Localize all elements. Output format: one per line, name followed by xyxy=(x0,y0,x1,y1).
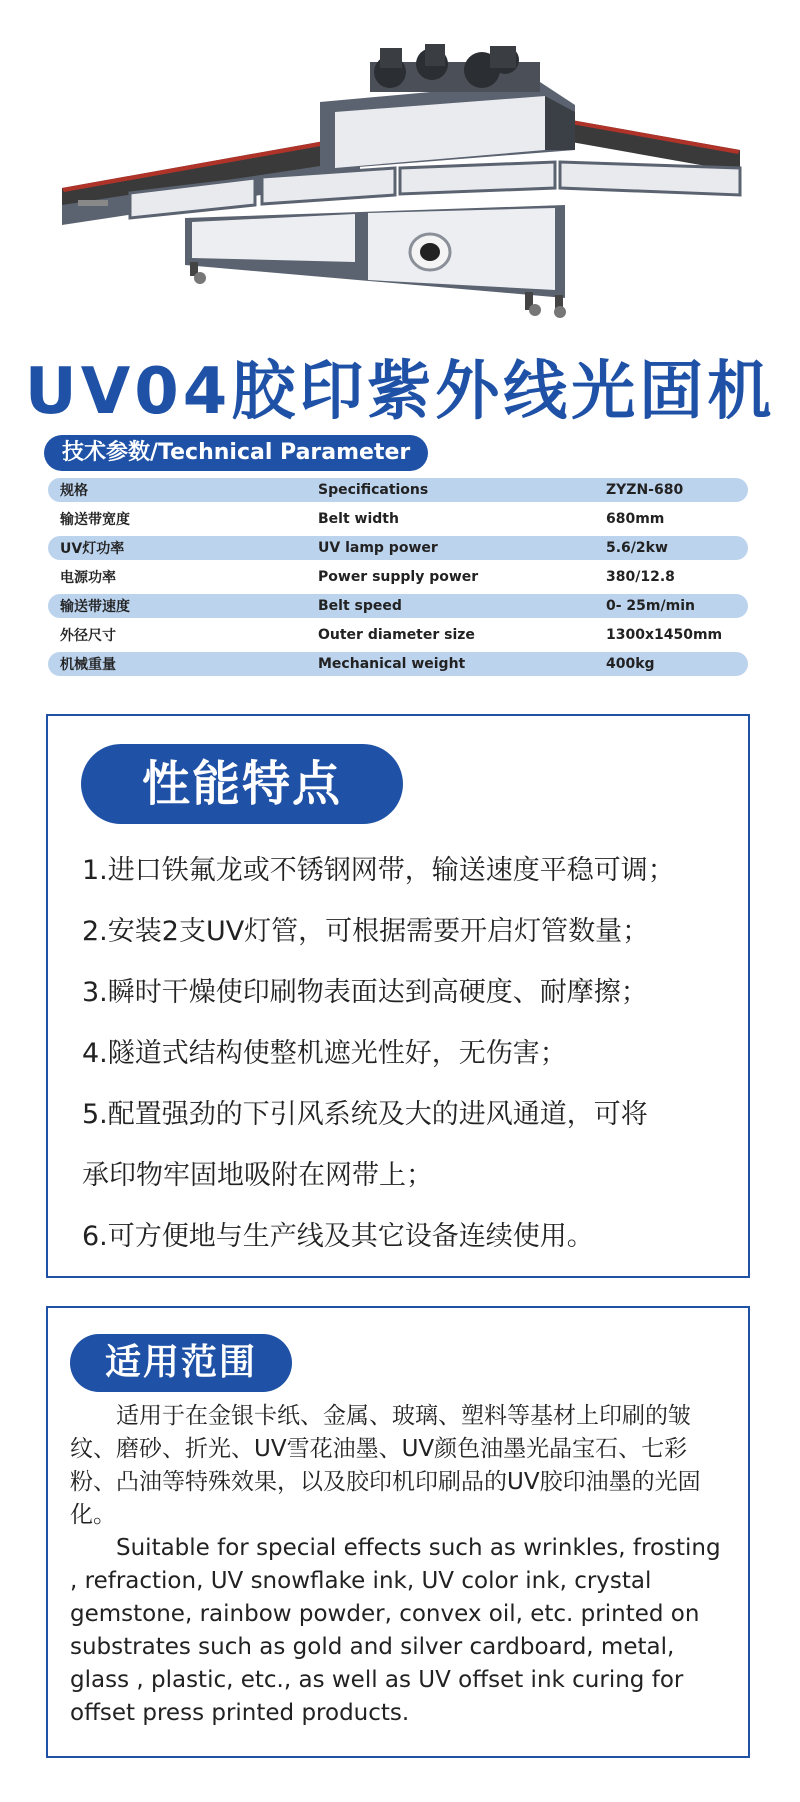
table-row xyxy=(48,536,748,560)
list-item: 1.进口铁氟龙或不锈钢网带，输送速度平稳可调； xyxy=(82,855,675,886)
scope-description xyxy=(70,1400,730,1730)
list-item: 5.配置强劲的下引风系统及大的进风通道，可将 xyxy=(82,1099,648,1130)
spec-value: 400kg xyxy=(606,656,655,672)
spec-en: Mechanical weight xyxy=(318,656,466,672)
spec-value: 1300x1450mm xyxy=(606,627,723,643)
table-row xyxy=(48,594,748,618)
spec-en: Specifications xyxy=(318,482,429,498)
spec-zh: 输送带速度 xyxy=(60,599,130,615)
technical-parameter-label: 技术参数/Technical Parameter xyxy=(44,435,428,471)
spec-en: Outer diameter size xyxy=(318,627,475,643)
table-row xyxy=(48,507,748,531)
list-item: 承印物牢固地吸附在网带上； xyxy=(82,1160,433,1191)
spec-table xyxy=(48,478,748,681)
spec-zh: 外径尺寸 xyxy=(60,628,116,644)
features-list xyxy=(82,840,732,1267)
spec-value: 0- 25m/min xyxy=(606,598,695,614)
uv-curing-machine-image xyxy=(0,0,800,330)
scope-text-en: Suitable for special effects such as wrinkles, frosting , refraction, UV snowflake ink, UV color ink, crystal gemstone, rainbow powder, convex oil, etc. printed on substrates such as gold and silver cardboard, metal, glass , plastic, etc., as well as UV offset ink curing for offset press printed products. xyxy=(70,1535,721,1726)
spec-value: ZYZN-680 xyxy=(606,482,684,498)
spec-en: UV lamp power xyxy=(318,540,438,556)
scope-text-zh: 适用于在金银卡纸、金属、玻璃、塑料等基材上印刷的皱纹、磨砂、折光、UV雪花油墨、UV颜色油墨光晶宝石、七彩粉、凸油等特殊效果，以及胶印机印刷品的UV胶印油墨的光固化。 xyxy=(70,1403,701,1528)
scope-heading: 适用范围 xyxy=(70,1334,292,1392)
table-row xyxy=(48,478,748,502)
table-row xyxy=(48,652,748,676)
spec-zh: UV灯功率 xyxy=(60,541,125,557)
table-row xyxy=(48,565,748,589)
spec-value: 680mm xyxy=(606,511,665,527)
page-title: UV04胶印紫外线光固机 xyxy=(24,355,776,429)
features-heading: 性能特点 xyxy=(81,744,403,824)
list-item: 3.瞬时干燥使印刷物表面达到高硬度、耐摩擦； xyxy=(82,977,648,1008)
spec-en: Belt speed xyxy=(318,598,402,614)
list-item: 4.隧道式结构使整机遮光性好，无伤害； xyxy=(82,1038,567,1069)
table-row xyxy=(48,623,748,647)
spec-zh: 机械重量 xyxy=(60,657,116,673)
spec-en: Power supply power xyxy=(318,569,479,585)
spec-zh: 规格 xyxy=(60,483,88,499)
list-item: 2.安装2支UV灯管，可根据需要开启灯管数量； xyxy=(82,916,650,947)
scope-panel xyxy=(46,1306,750,1758)
features-panel xyxy=(46,714,750,1278)
spec-value: 5.6/2kw xyxy=(606,540,668,556)
spec-zh: 电源功率 xyxy=(60,570,116,586)
spec-zh: 输送带宽度 xyxy=(60,512,130,528)
spec-value: 380/12.8 xyxy=(606,569,675,585)
list-item: 6.可方便地与生产线及其它设备连续使用。 xyxy=(82,1221,594,1252)
spec-en: Belt width xyxy=(318,511,399,527)
